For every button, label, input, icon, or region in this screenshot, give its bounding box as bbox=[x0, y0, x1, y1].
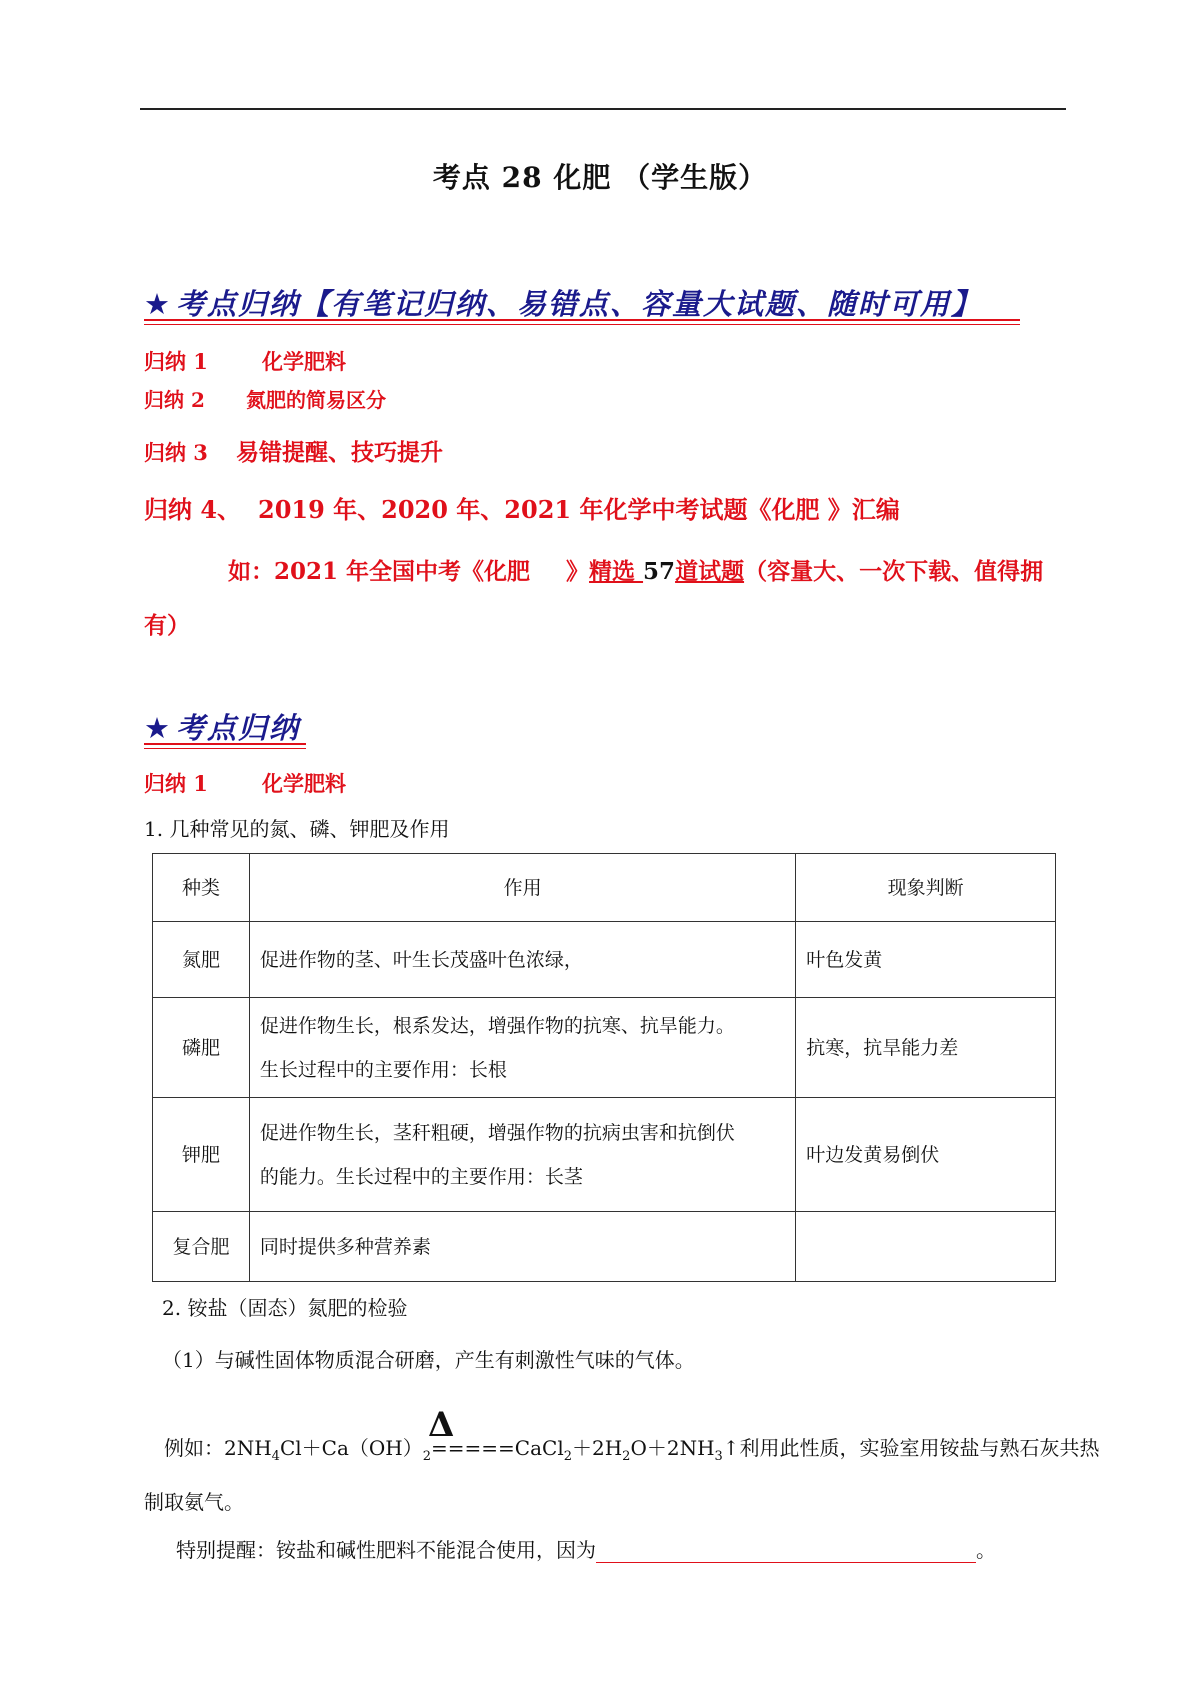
table-cell: 复合肥 bbox=[153, 1212, 250, 1282]
header-rule bbox=[140, 108, 1066, 110]
table-cell: 促进作物生长，根系发达，增强作物的抗寒、抗旱能力。 生长过程中的主要作用：长根 bbox=[249, 998, 795, 1098]
section-item-1: 归纳 1 化学肥料 bbox=[144, 771, 346, 796]
reaction-equation: 例如：$2NH_4Cl+Ca(OH)_2=====CaCl_2+2H_2O+2NH_3↑$利用此性质，实验室用铵盐与熟石灰共热 bbox=[164, 1436, 1100, 1464]
fertilizer-table bbox=[152, 853, 1056, 1282]
table-row bbox=[153, 1098, 1056, 1212]
subhead-ammonium-test: 2. 铵盐（固态）氮肥的检验 bbox=[162, 1296, 408, 1320]
table-cell: 叶色发黄 bbox=[796, 922, 1056, 998]
section-banner bbox=[144, 706, 300, 747]
summary-item-3: 归纳 3 易错提醒、技巧提升 bbox=[144, 439, 443, 466]
table-row bbox=[153, 1212, 1056, 1282]
subhead-fertilizers: 1. 几种常见的氮、磷、钾肥及作用 bbox=[144, 817, 450, 841]
section-banner-underline bbox=[144, 743, 306, 745]
summary-item-1: 归纳 1 化学肥料 bbox=[144, 349, 346, 374]
table-cell: 促进作物生长，茎秆粗硬，增强作物的抗病虫害和抗倒伏 的能力。生长过程中的主要作用：长茎 bbox=[249, 1098, 795, 1212]
table-cell: 氮肥 bbox=[153, 922, 250, 998]
intro-banner-underline bbox=[144, 319, 1020, 321]
table-cell: 钾肥 bbox=[153, 1098, 250, 1212]
table-header-row bbox=[153, 854, 1056, 922]
point-1: （1）与碱性固体物质混合研磨，产生有刺激性气味的气体。 bbox=[162, 1348, 695, 1372]
equation-line-2: 制取氨气。 bbox=[144, 1490, 244, 1514]
table-cell bbox=[796, 1212, 1056, 1282]
section-banner-underline-2 bbox=[144, 748, 306, 749]
summary-item-2: 归纳 2 氮肥的简易区分 bbox=[144, 388, 386, 412]
table-header-cell: 作用 bbox=[249, 854, 795, 922]
table-header-cell: 现象判断 bbox=[796, 854, 1056, 922]
promo-link-questions[interactable]: 道试题 bbox=[675, 558, 745, 585]
star-icon: ★ bbox=[144, 287, 172, 321]
intro-banner bbox=[144, 282, 982, 323]
table-row bbox=[153, 922, 1056, 998]
summary-item-4: 归纳 4、 2019 年、2020 年、2021 年化学中考试题《化肥 》汇编 bbox=[144, 495, 900, 524]
table-row bbox=[153, 998, 1056, 1098]
heat-triangle-icon: Δ bbox=[428, 1405, 455, 1445]
promo-link-select[interactable]: 精选 bbox=[589, 558, 644, 585]
table-cell: 同时提供多种营养素 bbox=[249, 1212, 795, 1282]
star-icon: ★ bbox=[144, 711, 172, 745]
table-cell: 抗寒，抗旱能力差 bbox=[796, 998, 1056, 1098]
intro-banner-underline-2 bbox=[144, 324, 1020, 325]
table-cell: 磷肥 bbox=[153, 998, 250, 1098]
table-cell: 促进作物的茎、叶生长茂盛叶色浓绿， bbox=[249, 922, 795, 998]
table-cell: 叶边发黄易倒伏 bbox=[796, 1098, 1056, 1212]
answer-blank[interactable] bbox=[596, 1540, 976, 1563]
section-banner-text: 考点归纳 bbox=[176, 711, 301, 745]
promo-line: 如：2021 年全国中考《化肥 》精选 57道试题（容量大、一次下载、值得拥 bbox=[228, 558, 1044, 585]
intro-banner-text: 考点归纳【有笔记归纳、易错点、容量大试题、随时可用】 bbox=[176, 287, 983, 321]
special-reminder: 特别提醒：铵盐和碱性肥料不能混合使用，因为 。 bbox=[176, 1538, 996, 1562]
page-title: 考点 28 化肥 （学生版） bbox=[432, 161, 768, 194]
table-header-cell: 种类 bbox=[153, 854, 250, 922]
promo-line-2: 有） bbox=[144, 612, 190, 639]
